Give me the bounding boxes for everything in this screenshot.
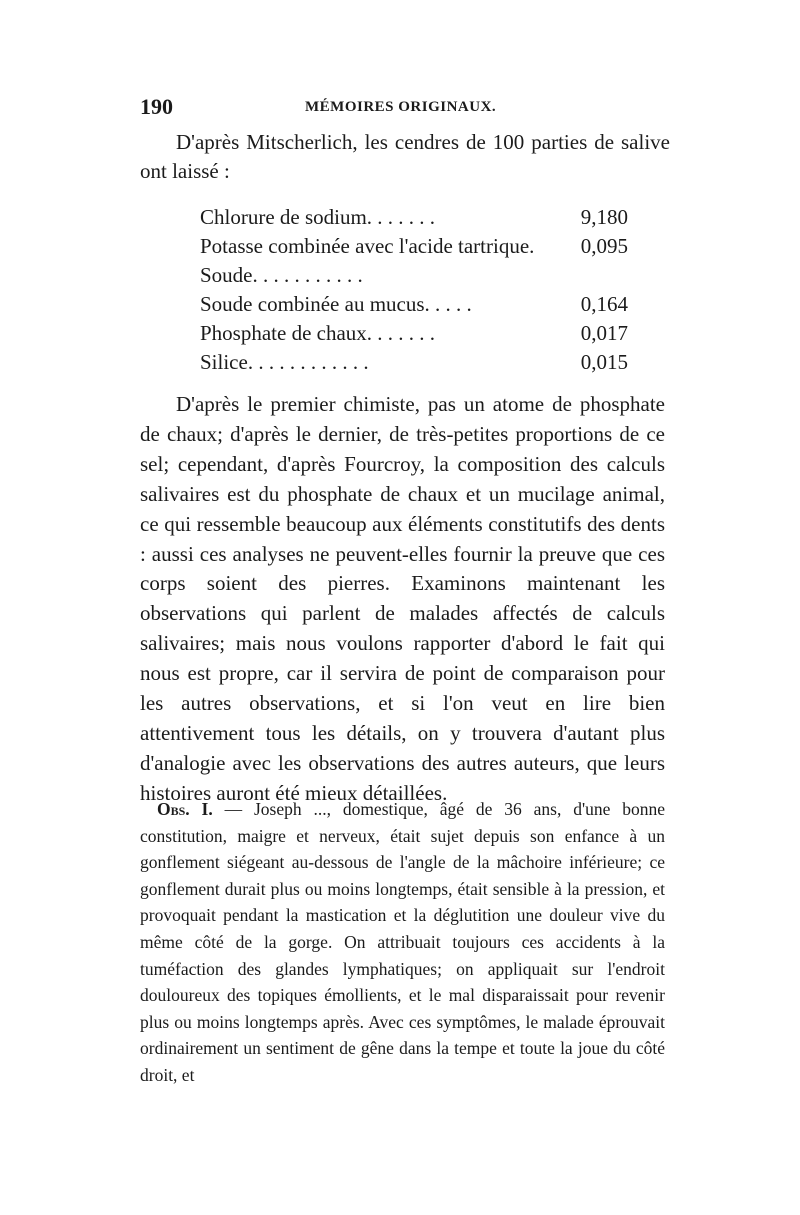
row-value: 0,095 [580,234,628,258]
table-row [200,319,640,348]
row-name: Soude combinée au mucus. . . . . [200,292,472,316]
row-name: Potasse combinée avec l'acide tartrique. [200,234,535,258]
page-header [140,94,670,124]
observation-text: — Joseph ..., domestique, âgé de 36 ans, d'une bonne constitution, maigre et nerveux, était sujet depuis son enfance à un gonflement siégeant au-dessous de l'angle de la mâchoire inférieure; ce gonflement durait plus ou moins longtemps, était sensible à la pression, et provoquait pendant la mastication et la déglutition une douleur vive du même côté de la gorge. On attribuait toujours ces accidents à la tuméfaction des glandes lymphatiques; on appliquait sur l'endroit douloureux des topiques émollients, et le mal disparaissait pour revenir plus ou moins longtemps après. Avec ces symptômes, le malade éprouvait ordinairement un sentiment de gêne dans la tempe et toute la joue du côté droit, et [140,799,666,1085]
row-name: Silice. . . . . . . . . . . . [200,350,369,374]
table-row [200,232,640,261]
salt-composition-table [200,203,640,377]
row-value: 0,015 [580,350,628,374]
table-row [200,290,640,319]
row-value: 0,164 [580,292,628,316]
intro-paragraph: D'après Mitscherlich, les cendres de 100 parties de salive ont laissé : [140,130,670,183]
table-row [200,261,640,290]
table-row [200,348,640,377]
row-name: Soude. . . . . . . . . . . [200,263,363,287]
row-value: 9,180 [580,205,628,229]
row-value: 0,017 [580,321,628,345]
row-name: Chlorure de sodium. . . . . . . [200,205,436,229]
main-paragraph: D'après le premier chimiste, pas un atome de phosphate de chaux; d'après le dernier, de très-petites proportions de ce sel; cependant, d'après Fourcroy, la composition des calculs salivaires est du phosphate de chaux et un mucilage animal, ce qui ressemble beaucoup aux éléments constitutifs des dents : aussi ces analyses ne peuvent-elles fournir la preuve que ces corps soient des pierres. Examinons maintenant les observations qui parlent de malades affectés de calculs salivaires; mais nous voulons rapporter d'abord le fait qui nous est propre, car il servira de point de comparaison pour les autres observations, et si l'on veut en lire bien attentivement tous les détails, on y trouvera d'autant plus d'analogie avec les observations des autres auteurs, que leurs histoires auront été mieux détaillées. [140,392,665,805]
observation-paragraph [140,796,665,1089]
observation-label: Obs. I. [157,799,213,819]
row-name: Phosphate de chaux. . . . . . . [200,321,436,345]
table-row [200,203,640,232]
page-number: 190 [140,94,173,119]
running-title: MÉMOIRES ORIGINAUX. [305,99,497,115]
